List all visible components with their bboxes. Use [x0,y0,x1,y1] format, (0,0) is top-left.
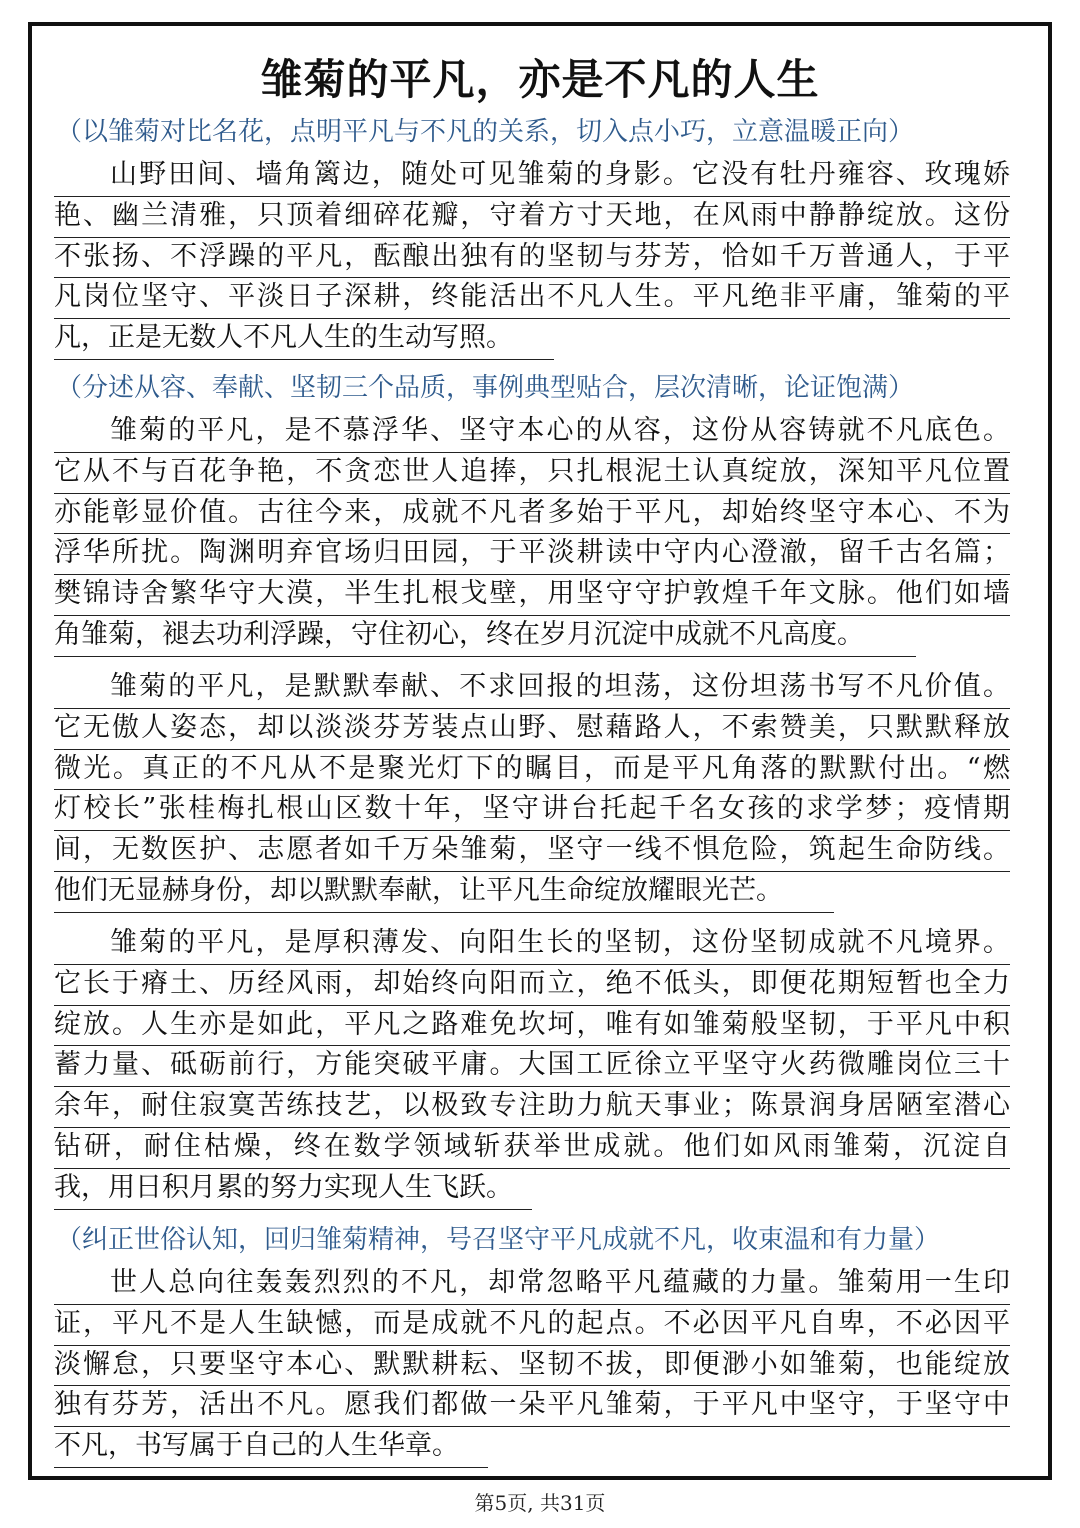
text-line: 我，用日积月累的努力实现人生飞跃。 [54,1169,532,1210]
text-line: 它无傲人姿态，却以淡淡芬芳装点山野、慰藉路人，不索赞美，只默默释放 [54,709,1010,750]
paragraph-dedication [54,668,1010,913]
text-line: 它从不与百花争艳，不贪恋世人追捧，只扎根泥土认真绽放，深知平凡位置 [54,453,1010,494]
text-line: 灯校长”张桂梅扎根山区数十年，坚守讲台托起千名女孩的求学梦；疫情期 [54,790,1010,831]
paragraph-composure [54,412,1010,657]
paragraph-conclusion [54,1264,1010,1468]
text-line: 钻研，耐住枯燥，终在数学领域斩获举世成就。他们如风雨雏菊，沉淀自 [54,1128,1010,1169]
text-line: 独有芬芳，活出不凡。愿我们都做一朵平凡雏菊，于平凡中坚守，于坚守中 [54,1386,1010,1427]
text-line: 余年，耐住寂寞苦练技艺，以极致专注助力航天事业；陈景润身居陋室潜心 [54,1087,1010,1128]
text-line: 微光。真正的不凡从不是聚光灯下的瞩目，而是平凡角落的默默付出。“燃 [54,750,1010,791]
essay-title: 雏菊的平凡，亦是不凡的人生 [260,55,820,104]
text-line: 凡岗位坚守、平淡日子深耕，终能活出不凡人生。平凡绝非平庸，雏菊的平 [54,278,1010,319]
text-line: 蓄力量、砥砺前行，方能突破平庸。大国工匠徐立平坚守火药微雕岗位三十 [54,1046,1010,1087]
text-line: 间，无数医护、志愿者如千万朵雏菊，坚守一线不惧危险，筑起生命防线。 [54,831,1010,872]
text-line: 世人总向往轰轰烈烈的不凡，却常忽略平凡蕴藏的力量。雏菊用一生印 [54,1264,1010,1305]
text-line: 淡懈怠，只要坚守本心、默默耕耘、坚韧不拔，即便渺小如雏菊，也能绽放 [54,1346,1010,1387]
text-line: 亦能彰显价值。古往今来，成就不凡者多始于平凡，却始终坚守本心、不为 [54,494,1010,535]
text-line: 艳、幽兰清雅，只顶着细碎花瓣，守着方寸天地，在风雨中静静绽放。这份 [54,197,1010,238]
commentary-note-intro: （以雏菊对比名花，点明平凡与不凡的关系，切入点小巧，立意温暖正向） [56,117,915,147]
commentary-note-conclusion: （纠正世俗认知，回归雏菊精神，号召坚守平凡成就不凡，收束温和有力量） [56,1225,941,1255]
text-line: 绽放。人生亦是如此，平凡之路难免坎坷，唯有如雏菊般坚韧，于平凡中积 [54,1006,1010,1047]
text-line: 浮华所扰。陶渊明弃官场归田园，于平淡耕读中守内心澄澈，留千古名篇； [54,534,1010,575]
text-line: 不凡，书写属于自己的人生华章。 [54,1427,488,1468]
text-line: 角雏菊，褪去功利浮躁，守住初心，终在岁月沉淀中成就不凡高度。 [54,616,916,657]
text-line: 凡，正是无数人不凡人生的生动写照。 [54,319,554,360]
paragraph-intro [54,156,1010,360]
text-line: 樊锦诗舍繁华守大漠，半生扎根戈壁，用坚守守护敦煌千年文脉。他们如墙 [54,575,1010,616]
text-line: 雏菊的平凡，是默默奉献、不求回报的坦荡，这份坦荡书写不凡价值。 [54,668,1010,709]
text-line: 雏菊的平凡，是厚积薄发、向阳生长的坚韧，这份坚韧成就不凡境界。 [54,924,1010,965]
paragraph-resilience [54,924,1010,1210]
text-line: 雏菊的平凡，是不慕浮华、坚守本心的从容，这份从容铸就不凡底色。 [54,412,1010,453]
text-line: 它长于瘠土、历经风雨，却始终向阳而立，绝不低头，即便花期短暂也全力 [54,965,1010,1006]
page-number-footer: 第5页, 共31页 [474,1491,606,1515]
commentary-note-body: （分述从容、奉献、坚韧三个品质，事例典型贴合，层次清晰，论证饱满） [56,373,915,403]
text-line: 不张扬、不浮躁的平凡，酝酿出独有的坚韧与芬芳，恰如千万普通人，于平 [54,238,1010,279]
text-line: 山野田间、墙角篱边，随处可见雏菊的身影。它没有牡丹雍容、玫瑰娇 [54,156,1010,197]
text-line: 他们无显赫身份，却以默默奉献，让平凡生命绽放耀眼光芒。 [54,872,834,913]
text-line: 证，平凡不是人生缺憾，而是成就不凡的起点。不必因平凡自卑，不必因平 [54,1305,1010,1346]
